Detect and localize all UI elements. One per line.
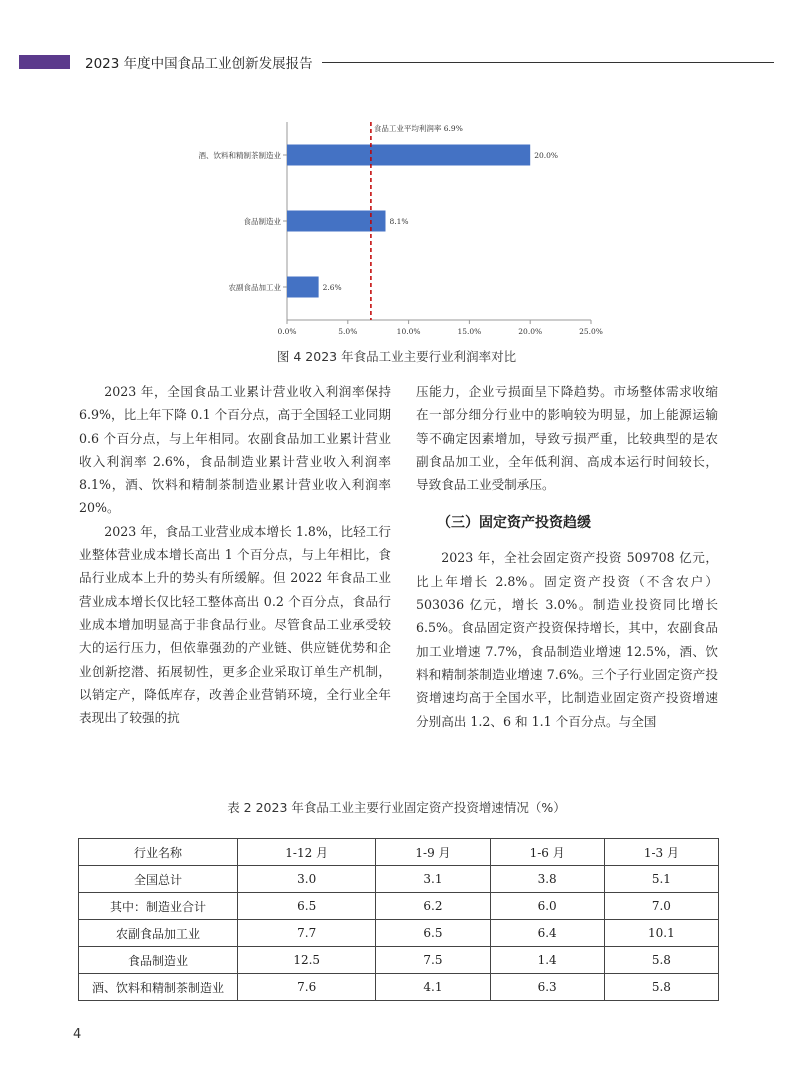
reference-line-label: 食品工业平均利润率 6.9% — [373, 124, 463, 133]
x-tick-label: 25.0% — [579, 327, 603, 336]
header-cell: 1-9 月 — [376, 839, 490, 866]
table-cell: 3.0 — [238, 866, 376, 893]
left-column — [79, 380, 391, 729]
section-title: （三）固定资产投资趋缓 — [437, 515, 591, 532]
profit-margin-chart — [0, 0, 793, 345]
table-cell: 6.4 — [490, 920, 604, 947]
table-cell: 7.0 — [604, 893, 718, 920]
table-cell: 3.1 — [376, 866, 490, 893]
header-cell: 1-3 月 — [604, 839, 718, 866]
table-cell: 食品制造业 — [79, 947, 238, 974]
header-cell: 1-12 月 — [238, 839, 376, 866]
table-cell: 3.8 — [490, 866, 604, 893]
category-label: 酒、饮料和精制茶制造业 — [198, 151, 281, 160]
data-label: 20.0% — [534, 151, 559, 160]
x-tick-label: 0.0% — [277, 327, 297, 336]
x-tick-label: 10.0% — [396, 327, 421, 336]
table-row — [79, 893, 719, 920]
table-cell: 6.2 — [376, 893, 490, 920]
paragraph: 2023 年，全国食品工业累计营业收入利润率保持 6.9%，比上年下降 0.1 个百分点，高于全国轻工业同期 0.6 个百分点，与上年相同。农副食品加工业累计营业收入利润率 2.6%，食品制造业累计营业收入利润率 8.1%，酒、饮料和精制茶制造业累计营业收入利润率 20%。 — [79, 384, 391, 516]
table-cell: 5.8 — [604, 974, 718, 1001]
paragraph: 2023 年，全社会固定资产投资 509708 亿元，比上年增长 2.8%。固定资产投资（不含农户）503036 亿元，增长 3.0%。制造业投资同比增长 6.5%。食品固定资产投资保持增长，其中，农副食品加工业增速 7.7%，食品制造业增速 12.5%，酒、饮料和精制茶制造业增速 7.6%。三个子行业固定资产投资增速均高于全国水平，比制造业固定资产投资增速分别高出 1.2、6 和 1.1 个百分点。与全国 — [416, 550, 718, 729]
table-cell: 4.1 — [376, 974, 490, 1001]
table-cell: 12.5 — [238, 947, 376, 974]
x-tick-label: 15.0% — [457, 327, 482, 336]
table-cell: 7.7 — [238, 920, 376, 947]
table-row — [79, 920, 719, 947]
table-cell: 5.8 — [604, 947, 718, 974]
header-cell: 1-6 月 — [490, 839, 604, 866]
investment-growth-table — [78, 838, 719, 1001]
table-cell: 6.5 — [238, 893, 376, 920]
x-tick-label: 20.0% — [518, 327, 543, 336]
x-tick-label: 5.0% — [338, 327, 358, 336]
paragraph: 压能力，企业亏损面呈下降趋势。市场整体需求收缩在一部分细分行业中的影响较为明显，加上能源运输等不确定因素增加，导致亏损严重，比较典型的是农副食品加工业，全年低利润、高成本运行时间较长，导致食品工业受制承压。 — [416, 384, 718, 493]
table-cell: 全国总计 — [79, 866, 238, 893]
data-label: 2.6% — [322, 283, 342, 292]
table-cell: 6.0 — [490, 893, 604, 920]
table-cell: 酒、饮料和精制茶制造业 — [79, 974, 238, 1001]
table-header-row — [79, 839, 719, 866]
table-cell: 10.1 — [604, 920, 718, 947]
table-caption: 表 2 2023 年食品工业主要行业固定资产投资增速情况（%） — [227, 800, 566, 815]
paragraph: 2023 年，食品工业营业成本增长 1.8%，比轻工行业整体营业成本增长高出 1 个百分点，与上年相比，食品行业成本上升的势头有所缓解。但 2022 年食品工业营业成本增长仅比轻工整体高出 0.2 个百分点，食品行业成本增加明显高于非食品行业。尽管食品工业承受较大的运行压力，但依靠强劲的产业链、供应链优势和企业创新挖潜、拓展韧性，更多企业采取订单生产机制，以销定产，降低库存，改善企业营销环境，全行业全年表现出了较强的抗 — [79, 523, 391, 726]
table-cell: 7.5 — [376, 947, 490, 974]
table-row — [79, 866, 719, 893]
bar — [287, 277, 319, 298]
category-label: 食品制造业 — [243, 217, 281, 226]
figure-caption: 图 4 2023 年食品工业主要行业利润率对比 — [276, 349, 517, 364]
table-cell: 其中：制造业合计 — [79, 893, 238, 920]
header-title: 2023 年度中国食品工业创新发展报告 — [85, 56, 313, 72]
page-number: 4 — [73, 1027, 82, 1042]
table-cell: 7.6 — [238, 974, 376, 1001]
table-cell: 6.5 — [376, 920, 490, 947]
header-cell: 行业名称 — [79, 839, 238, 866]
table-cell: 农副食品加工业 — [79, 920, 238, 947]
category-label: 农副食品加工业 — [228, 283, 281, 292]
table-row — [79, 947, 719, 974]
table-row — [79, 974, 719, 1001]
data-label: 8.1% — [389, 217, 409, 226]
bar — [287, 145, 530, 166]
table-cell: 6.3 — [490, 974, 604, 1001]
table-cell: 1.4 — [490, 947, 604, 974]
right-column — [416, 380, 718, 733]
table-cell: 5.1 — [604, 866, 718, 893]
